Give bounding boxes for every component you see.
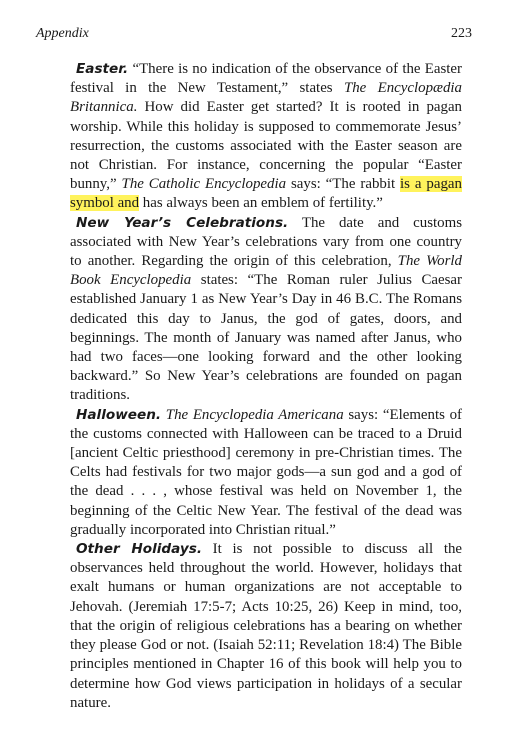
highlighted-text: is a pagan symbol and (70, 176, 462, 212)
paragraph-heading: Easter. (76, 61, 129, 77)
paragraph-text: has always been an emblem of fertility.” (139, 195, 383, 212)
paragraph-text: “There is no indication of the observance of the Easter festival in the New Testament,” states (70, 61, 462, 97)
body-text (70, 60, 462, 713)
section-title: Appendix (36, 26, 89, 41)
paragraph-text: The date and customs associated with New Year’s celebrations vary from one country to another. Regarding the origin of this celebration, (70, 214, 462, 270)
source-title: The World Book Encyclopedia (70, 253, 462, 289)
paragraph-text: says: “Elements of the customs connected with Halloween can be traced to a Druid [ancient Celtic priesthood] ceremony in pre-Christian times. The Celts had festivals for two major gods—a sun god and a god of the dead . . . , whose festival was held on November 1, the beginning of the Celtic New Year. The festival of the dead was gradually incorporated into Christian ritual.” (70, 406, 462, 538)
paragraph-easter (70, 60, 462, 214)
paragraph-heading: Halloween. (76, 406, 162, 423)
running-header (36, 26, 472, 42)
page-number: 223 (451, 26, 472, 41)
source-title: The Encyclopædia Britannica. (70, 80, 462, 116)
paragraph-text: It is not possible to discuss all the observances held throughout the world. However, holidays that exalt humans or human organizations are not acceptable to Jehovah. (Jeremiah 17:5-7; Acts 10:25, 26) Keep in mind, too, that the origin of religious celebrations has a bearing on whether they please God or not. (Isaiah 52:11; Revelation 18:4) The Bible principles mentioned in Chapter 16 of this book will help you to determine how God views participation in holidays of a secular nature. (70, 541, 463, 711)
paragraph-text: How did Easter get started? It is rooted in pagan worship. While this holiday is supposed to commemorate Jesus’ resurrection, the customs associated with the Easter season are not Christian. For instance, concerning the popular “Easter bunny,” (70, 99, 462, 193)
paragraph-text: states: “The Roman ruler Julius Caesar established January 1 as New Year’s Day in 46 B.C. The Romans dedicated this day to Janus, the god of gates, doors, and beginnings. The month of January was named after Janus, who had two faces—one looking forward and the other looking backward.” So New Year’s celebrations are founded on pagan traditions. (70, 272, 462, 404)
paragraph-heading: New Year’s Celebrations. (76, 214, 289, 231)
source-title: The Catholic Encyclopedia (121, 176, 287, 193)
paragraph-other-holidays (70, 540, 462, 713)
paragraph-heading: Other Holidays. (76, 541, 202, 558)
source-title: The Encyclopedia Americana (165, 406, 344, 423)
paragraph-text: says: “The rabbit (286, 176, 401, 193)
paragraph-halloween (70, 406, 462, 540)
paragraph-new-year (70, 214, 462, 406)
